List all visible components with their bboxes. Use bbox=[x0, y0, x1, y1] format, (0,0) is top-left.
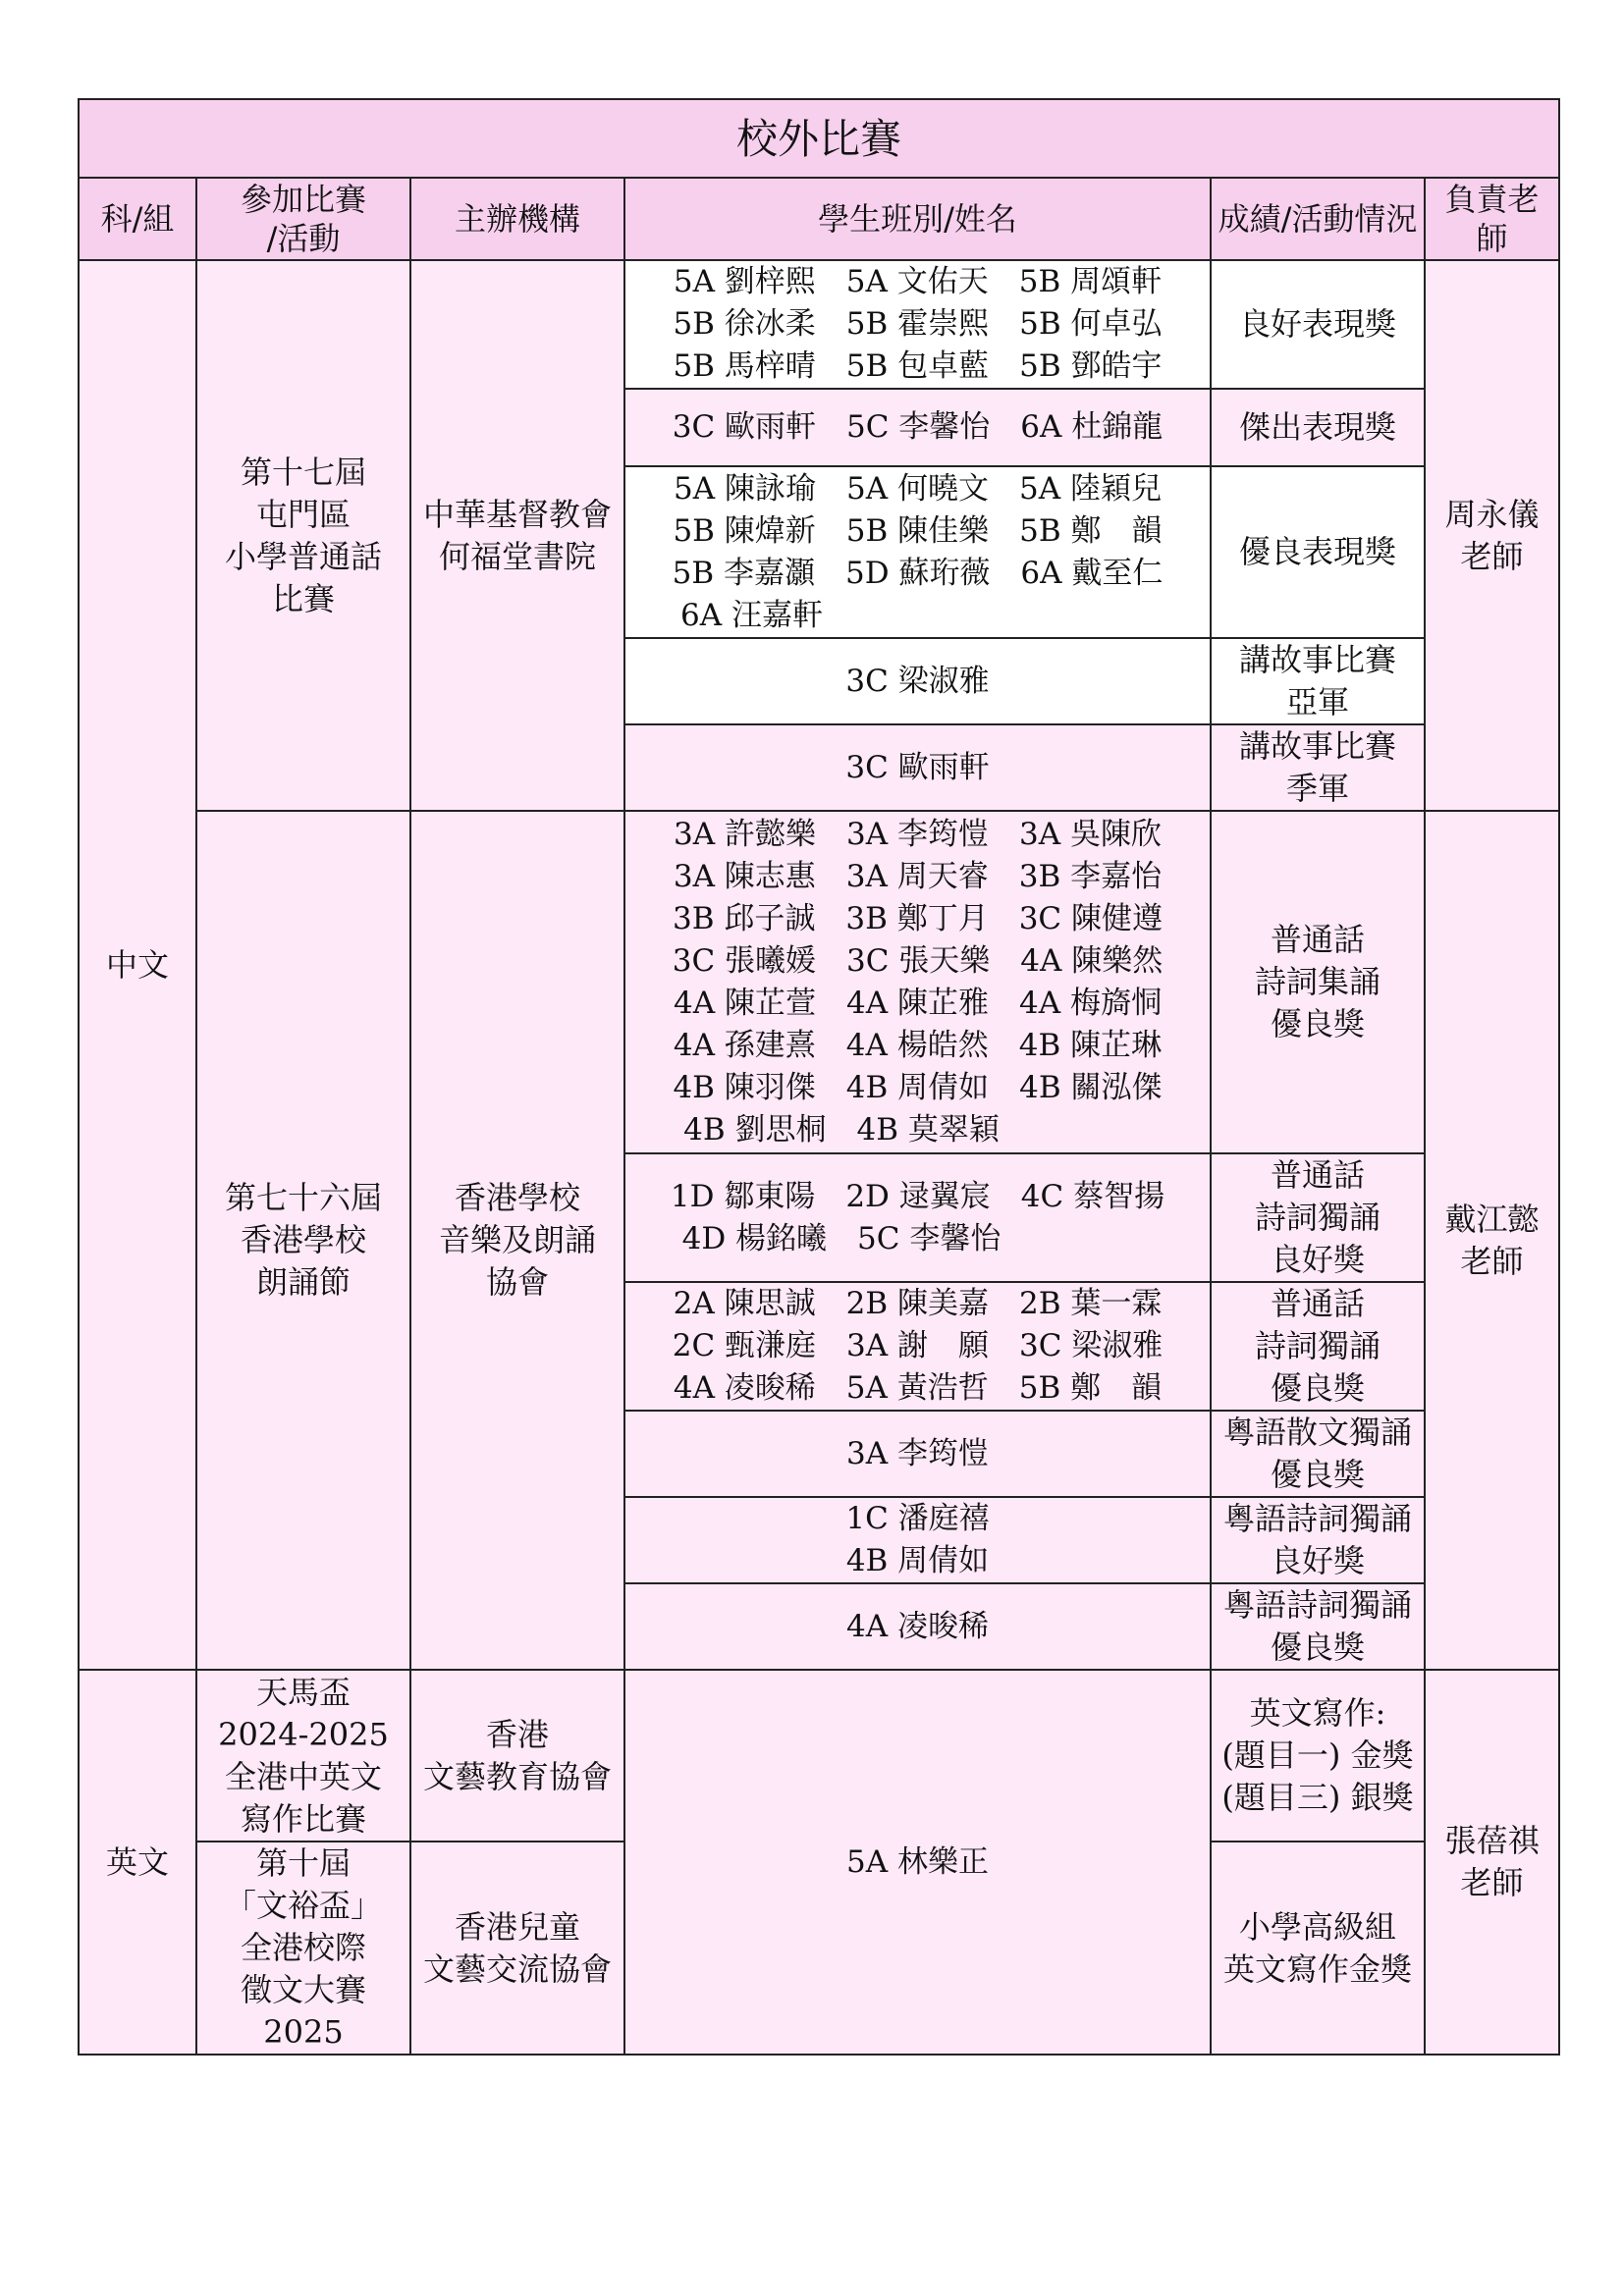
student-line: 3A 許懿樂 3A 李筠愷 3A 吳陳欣 bbox=[674, 816, 1162, 852]
text-line: 全港校際 bbox=[240, 1929, 366, 1966]
student-line: 3C 歐雨軒 bbox=[845, 749, 990, 785]
student-line: 6A 汪嘉軒 bbox=[680, 597, 823, 633]
text-line: 粵語詩詞獨誦 bbox=[1222, 1500, 1412, 1537]
result bbox=[1211, 1583, 1425, 1670]
student-line: 1C 潘庭禧 bbox=[845, 1501, 990, 1536]
text-line: 英文寫作金獎 bbox=[1222, 1949, 1412, 1988]
text-line: 2024-2025 bbox=[218, 1715, 389, 1753]
student-line: 3C 歐雨軒 5C 李馨怡 6A 杜錦龍 bbox=[672, 409, 1164, 445]
text-line: 粵語詩詞獨誦 bbox=[1222, 1586, 1412, 1624]
text-line: 詩詞獨誦 bbox=[1254, 1327, 1380, 1364]
text-line: 天馬盃 bbox=[255, 1673, 351, 1711]
text-line: 比賽 bbox=[271, 579, 335, 617]
organizer bbox=[410, 1670, 624, 1842]
text-line: 講故事比賽 bbox=[1238, 727, 1396, 765]
text-line: 音樂及朗誦 bbox=[438, 1221, 596, 1258]
student-line: 2C 甄溓庭 3A 謝 願 3C 梁淑雅 bbox=[672, 1328, 1164, 1363]
text-line: 全港中英文 bbox=[224, 1757, 382, 1795]
text-line: 周永儀 bbox=[1444, 495, 1540, 533]
result bbox=[1211, 1497, 1425, 1583]
text-line: 老師 bbox=[1460, 537, 1524, 575]
header-competition-line: /活動 bbox=[266, 220, 341, 257]
text-line: 季軍 bbox=[1285, 770, 1349, 807]
header-subject: 科/組 bbox=[79, 178, 196, 260]
competition-name bbox=[196, 260, 410, 811]
student-list bbox=[624, 1282, 1211, 1411]
student-line: 4A 孫建熹 4A 楊皓然 4B 陳芷琳 bbox=[673, 1027, 1163, 1063]
teacher bbox=[1425, 811, 1559, 1670]
subject-chinese: 中文 bbox=[79, 260, 196, 1670]
text-line: 香港兒童 bbox=[454, 1907, 580, 1946]
subject-english: 英文 bbox=[79, 1670, 196, 2055]
result bbox=[1211, 1411, 1425, 1497]
student-list bbox=[624, 1670, 1211, 2055]
student-list bbox=[624, 811, 1211, 1153]
teacher bbox=[1425, 260, 1559, 811]
text-line: 老師 bbox=[1460, 1242, 1524, 1280]
text-line: 講故事比賽 bbox=[1238, 641, 1396, 678]
student-line: 5B 陳煒新 5B 陳佳樂 5B 鄭 韻 bbox=[673, 512, 1163, 549]
text-line: 香港學校 bbox=[454, 1179, 580, 1216]
student-line: 1D 鄒東陽 2D 逯翼宸 4C 蔡智揚 bbox=[670, 1178, 1165, 1214]
header-teacher: 負責老師 bbox=[1425, 178, 1559, 260]
text-line: 亞軍 bbox=[1285, 683, 1349, 721]
text-line: 第十屆 bbox=[255, 1844, 351, 1882]
student-list bbox=[624, 1153, 1211, 1282]
student-list bbox=[624, 638, 1211, 724]
header-competition-line: 參加比賽 bbox=[240, 181, 366, 218]
text-line: 優良獎 bbox=[1270, 1456, 1365, 1493]
student-line: 4A 凌晙稀 5A 黃浩哲 5B 鄭 韻 bbox=[673, 1370, 1163, 1406]
student-line: 3A 陳志惠 3A 周天睿 3B 李嘉怡 bbox=[673, 858, 1163, 894]
text-line: (題目一) 金獎 bbox=[1221, 1736, 1414, 1774]
text-line: 協會 bbox=[485, 1263, 549, 1301]
text-line: 英文寫作: bbox=[1249, 1694, 1386, 1732]
text-line: 良好獎 bbox=[1270, 1542, 1365, 1579]
teacher bbox=[1425, 1670, 1559, 2055]
result bbox=[1211, 638, 1425, 724]
text-line: 普通話 bbox=[1270, 1285, 1365, 1322]
text-line: (題目三) 銀獎 bbox=[1221, 1779, 1414, 1816]
student-line: 5B 徐冰柔 5B 霍崇熙 5B 何卓弘 bbox=[673, 306, 1163, 342]
page-title: 校外比賽 bbox=[79, 99, 1559, 178]
student-list bbox=[624, 1497, 1211, 1583]
organizer bbox=[410, 1842, 624, 2055]
text-line: 文藝交流協會 bbox=[422, 1949, 612, 1988]
result bbox=[1211, 724, 1425, 811]
text-line: 何福堂書院 bbox=[438, 537, 596, 575]
text-line: 屯門區 bbox=[255, 495, 351, 533]
text-line: 中華基督教會 bbox=[422, 495, 612, 533]
organizer bbox=[410, 260, 624, 811]
text-line: 戴江懿 bbox=[1444, 1200, 1540, 1238]
text-line: 優良獎 bbox=[1270, 1369, 1365, 1407]
student-line: 5A 陳詠瑜 5A 何曉文 5A 陸穎兒 bbox=[674, 470, 1162, 507]
student-line: 2A 陳思誠 2B 陳美嘉 2B 葉一霖 bbox=[673, 1286, 1163, 1321]
text-line: 張蓓祺 bbox=[1444, 1822, 1540, 1859]
header-competition bbox=[196, 178, 410, 260]
text-line: 徵文大賽 2025 bbox=[240, 1971, 366, 2051]
student-line: 5A 劉梓熙 5A 文佑天 5B 周頌軒 bbox=[673, 264, 1163, 299]
organizer bbox=[410, 811, 624, 1670]
student-line: 5B 馬梓晴 5B 包卓藍 5B 鄧皓宇 bbox=[673, 348, 1163, 384]
student-list bbox=[624, 260, 1211, 389]
student-line: 4D 楊銘曦 5C 李馨怡 bbox=[681, 1220, 1154, 1256]
text-line: 粵語散文獨誦 bbox=[1222, 1414, 1412, 1451]
text-line: 良好獎 bbox=[1270, 1241, 1365, 1278]
text-line: 老師 bbox=[1460, 1864, 1524, 1901]
competition-name bbox=[196, 1842, 410, 2055]
student-list bbox=[624, 389, 1211, 466]
student-list bbox=[624, 1583, 1211, 1670]
competition-name bbox=[196, 1670, 410, 1842]
text-line: 普通話 bbox=[1270, 921, 1365, 958]
result: 良好表現獎 bbox=[1211, 260, 1425, 389]
student-line: 4B 劉思桐 4B 莫翠穎 bbox=[683, 1111, 1152, 1148]
student-line: 4A 陳芷萱 4A 陳芷雅 4A 梅旖恫 bbox=[674, 985, 1162, 1021]
result: 優良表現獎 bbox=[1211, 466, 1425, 638]
student-line: 5A 林樂正 bbox=[846, 1843, 989, 1880]
result bbox=[1211, 1153, 1425, 1282]
text-line: 寫作比賽 bbox=[240, 1799, 366, 1838]
student-line: 4A 凌晙稀 bbox=[846, 1608, 989, 1644]
result bbox=[1211, 1842, 1425, 2055]
header-students: 學生班別/姓名 bbox=[624, 178, 1211, 260]
text-line: 第十七屆 bbox=[240, 453, 366, 491]
text-line: 小學普通話 bbox=[224, 537, 382, 575]
student-line: 3C 張曦媛 3C 張天樂 4A 陳樂然 bbox=[672, 942, 1164, 979]
text-line: 香港 bbox=[485, 1715, 549, 1753]
text-line: 詩詞集誦 bbox=[1254, 963, 1380, 1000]
competition-table bbox=[78, 98, 1560, 2056]
result bbox=[1211, 1670, 1425, 1842]
result bbox=[1211, 1282, 1425, 1411]
student-line: 4B 陳羽傑 4B 周倩如 4B 關泓傑 bbox=[673, 1069, 1163, 1105]
student-list bbox=[624, 466, 1211, 638]
text-line: 小學高級組 bbox=[1238, 1907, 1396, 1946]
header-organizer: 主辦機構 bbox=[410, 178, 624, 260]
text-line: 文藝教育協會 bbox=[422, 1757, 612, 1795]
text-line: 「文裕盃」 bbox=[224, 1887, 382, 1924]
student-list bbox=[624, 1411, 1211, 1497]
text-line: 優良獎 bbox=[1270, 1005, 1365, 1042]
student-line: 3B 邱子誠 3B 鄭丁月 3C 陳健遵 bbox=[672, 900, 1163, 936]
student-line: 3C 梁淑雅 bbox=[845, 663, 990, 699]
student-line: 4B 周倩如 bbox=[845, 1543, 990, 1578]
text-line: 優良獎 bbox=[1270, 1629, 1365, 1666]
student-list bbox=[624, 724, 1211, 811]
result: 傑出表現獎 bbox=[1211, 389, 1425, 466]
student-line: 3A 李筠愷 bbox=[846, 1435, 989, 1471]
result bbox=[1211, 811, 1425, 1153]
text-line: 朗誦節 bbox=[255, 1263, 351, 1301]
competition-name bbox=[196, 811, 410, 1670]
header-result: 成績/活動情況 bbox=[1211, 178, 1425, 260]
text-line: 普通話 bbox=[1270, 1156, 1365, 1194]
text-line: 詩詞獨誦 bbox=[1254, 1199, 1380, 1236]
student-line: 5B 李嘉灝 5D 蘇珩薇 6A 戴至仁 bbox=[672, 555, 1164, 591]
text-line: 香港學校 bbox=[240, 1221, 366, 1258]
text-line: 第七十六屆 bbox=[224, 1179, 382, 1216]
